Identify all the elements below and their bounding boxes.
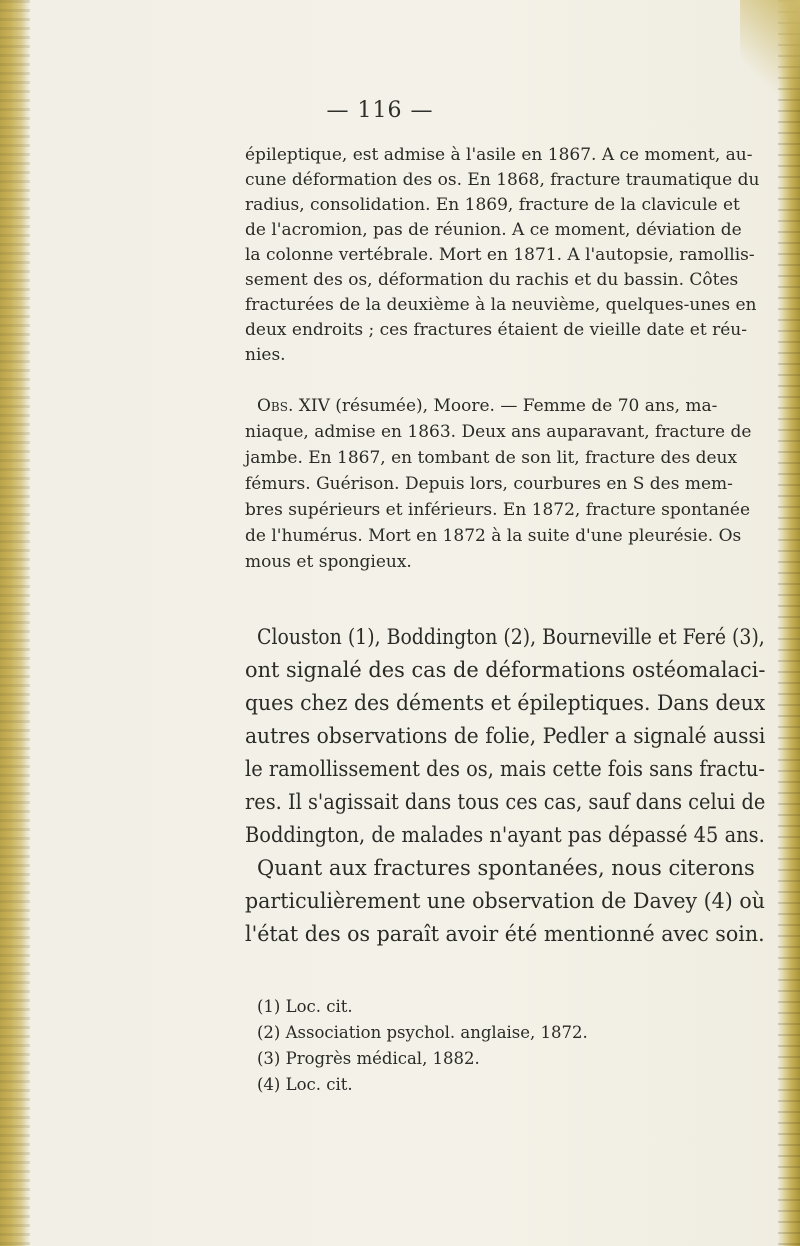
text-line: fémurs. Guérison. Depuis lors, courbures en S des mem- xyxy=(245,474,733,494)
text-line: ont signalé des cas de déformations ostéomalaci- xyxy=(245,658,766,682)
text-line: Boddington, de malades n'ayant pas dépassé 45 ans. xyxy=(245,823,765,847)
footnote: (1) Loc. cit. xyxy=(257,997,353,1016)
text-line: de l'humérus. Mort en 1872 à la suite d'une pleurésie. Os xyxy=(245,526,742,546)
text-line: jambe. En 1867, en tombant de son lit, fracture des deux xyxy=(245,448,738,468)
text-line: res. Il s'agissait dans tous ces cas, sauf dans celui de xyxy=(245,790,766,814)
footnote: (2) Association psychol. anglaise, 1872. xyxy=(257,1023,588,1042)
text-line: l'état des os paraît avoir été mentionné avec soin. xyxy=(245,922,765,946)
page-binding-edge xyxy=(0,0,30,1246)
page-right-edge xyxy=(778,0,800,1246)
text-line: sement des os, déformation du rachis et du bassin. Côtes xyxy=(245,270,739,290)
text-line: particulièrement une observation de Davey (4) où xyxy=(245,889,765,913)
text-line: mous et spongieux. xyxy=(245,552,412,572)
text-line: Obs. XIV (résumée), Moore. — Femme de 70 ans, ma- xyxy=(257,396,718,416)
footnote: (4) Loc. cit. xyxy=(257,1075,353,1094)
text-line: le ramollissement des os, mais cette fois sans fractu- xyxy=(245,757,765,781)
text-line: niaque, admise en 1863. Deux ans auparavant, fracture de xyxy=(245,422,752,442)
text-line: radius, consolidation. En 1869, fracture de la clavicule et xyxy=(245,195,740,215)
text-line: Quant aux fractures spontanées, nous citerons xyxy=(257,856,755,880)
text-line: de l'acromion, pas de réunion. A ce moment, déviation de xyxy=(245,220,742,240)
text-line: cune déformation des os. En 1868, fracture traumatique du xyxy=(245,170,760,190)
text-line: deux endroits ; ces fractures étaient de vieille date et réu- xyxy=(245,320,747,340)
text-line: fracturées de la deuxième à la neuvième, quelques-unes en xyxy=(245,295,757,315)
page-corner-stain xyxy=(740,0,800,110)
page-number: — 116 — xyxy=(326,98,434,123)
footnote: (3) Progrès médical, 1882. xyxy=(257,1049,480,1068)
text-line: nies. xyxy=(245,345,286,365)
text-line: la colonne vertébrale. Mort en 1871. A l'autopsie, ramollis- xyxy=(245,245,755,265)
text-line: épileptique, est admise à l'asile en 1867. A ce moment, au- xyxy=(245,145,753,165)
text-line: autres observations de folie, Pedler a signalé aussi xyxy=(245,724,766,748)
text-line: Clouston (1), Boddington (2), Bourneville et Feré (3), xyxy=(257,625,765,649)
text-line: ques chez des déments et épileptiques. Dans deux xyxy=(245,691,766,715)
text-line: bres supérieurs et inférieurs. En 1872, fracture spontanée xyxy=(245,500,751,520)
